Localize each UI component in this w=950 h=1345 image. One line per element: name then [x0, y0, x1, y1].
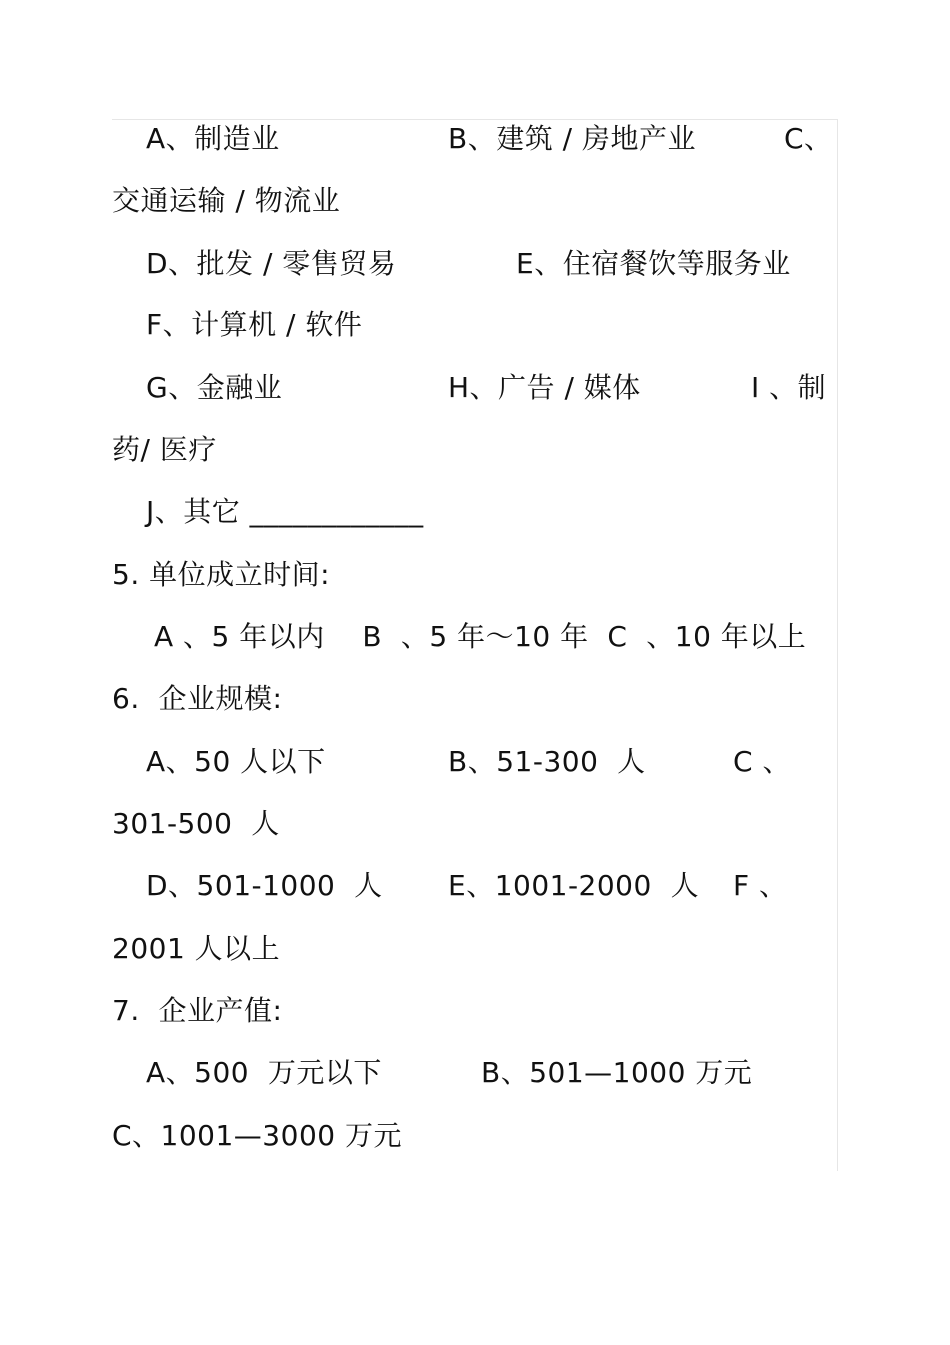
- q4-option-d: D、批发 / 零售贸易: [146, 247, 397, 280]
- q4-option-f: F、计算机 / 软件: [146, 308, 363, 341]
- page-border-top: [112, 119, 838, 120]
- q6-option-d: D、501-1000 人: [146, 869, 383, 902]
- q6-option-b: B、51-300 人: [448, 745, 646, 778]
- q4-option-g: G、金融业: [146, 371, 283, 404]
- q6-option-a: A、50 人以下: [146, 745, 326, 778]
- q7-question: 7. 企业产值:: [112, 994, 283, 1027]
- q7-option-a: A、500 万元以下: [146, 1056, 382, 1089]
- q4-option-c-continued: 交通运输 / 物流业: [112, 184, 341, 217]
- q5-options: A 、5 年以内 B 、5 年～10 年 C 、10 年以上: [154, 620, 807, 653]
- q4-option-c: C、: [784, 122, 833, 155]
- q4-option-j-other: J、其它 ____________: [146, 495, 424, 528]
- q5-question: 5. 单位成立时间:: [112, 558, 331, 591]
- q6-option-f-continued: 2001 人以上: [112, 932, 281, 965]
- q7-option-b: B、501—1000 万元: [481, 1056, 753, 1089]
- q4-option-a: A、制造业: [146, 122, 280, 155]
- q4-option-i-continued: 药/ 医疗: [112, 433, 217, 466]
- q4-option-e: E、住宿餐饮等服务业: [516, 247, 791, 280]
- q4-option-h: H、广告 / 媒体: [448, 371, 641, 404]
- q7-option-c: C、1001—3000 万元: [112, 1119, 402, 1152]
- q6-question: 6. 企业规模:: [112, 682, 283, 715]
- q4-option-b: B、建筑 / 房地产业: [448, 122, 696, 155]
- q6-option-c-continued: 301-500 人: [112, 807, 280, 840]
- q6-option-c: C 、: [733, 745, 791, 778]
- page-border-right: [837, 119, 838, 1171]
- q6-option-e: E、1001-2000 人: [448, 869, 700, 902]
- q4-option-i: I 、制: [751, 371, 827, 404]
- q6-option-f: F 、: [733, 869, 788, 902]
